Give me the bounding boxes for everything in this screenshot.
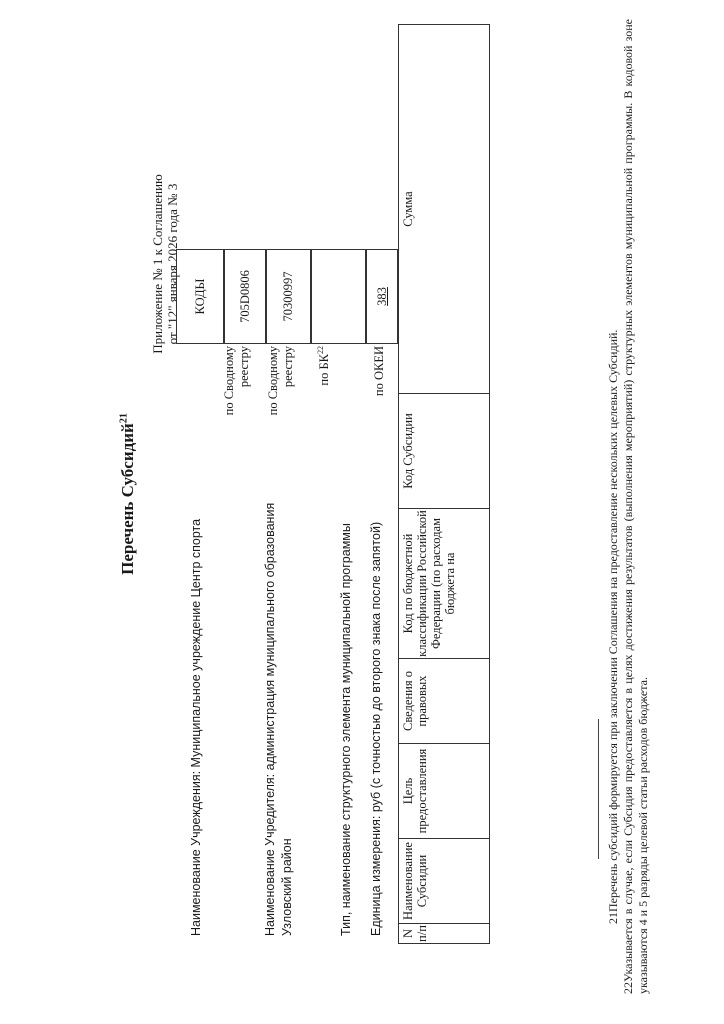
unit-of-measure-field: Единица измерения: руб (с точностью до второго знака после запятой) bbox=[369, 521, 383, 936]
subsidies-table bbox=[398, 24, 490, 944]
footnote-22: 22Указывается в случае, если Субсидия предоставляется в целях достижения результатов (выполнения мероприятий) структурных элементов муниципальной программы. В кодовой зоне указываются 4 и 5 разряды целевой статьи расходов бюджета. bbox=[621, 19, 650, 994]
code-label-registry-1: по Сводному реестру bbox=[222, 346, 251, 416]
column-header-subsidy-name: Наименование Субсидии bbox=[399, 838, 489, 923]
footnote-21: 21Перечень субсидий формируется при заключении Соглашения на предоставление нескольких целевых Субсидий. bbox=[606, 329, 620, 924]
codes-header-text: КОДЫ bbox=[192, 278, 207, 315]
code-label-registry-2: по Сводному реестру bbox=[266, 346, 295, 416]
code-value-registry-1: 705D0806 bbox=[224, 249, 266, 344]
code-value-registry-2: 70300997 bbox=[266, 249, 311, 344]
code-value-okei: 383 bbox=[366, 249, 398, 344]
column-header-amount: Сумма bbox=[401, 191, 415, 227]
codes-header bbox=[176, 249, 224, 344]
column-header-legal-info: Сведения о правовых bbox=[399, 658, 489, 743]
institution-name-field: Наименование Учреждения: Муниципальное учреждение Центр спорта bbox=[189, 518, 203, 936]
title-footnote-mark: 21 bbox=[118, 413, 130, 424]
column-header-number: N п/п bbox=[399, 923, 489, 943]
code-label-okei: по ОКЕИ bbox=[372, 346, 386, 397]
appendix-line-2: от "12" января 2026 года № 3 bbox=[165, 183, 180, 345]
title-text: Перечень Субсидий bbox=[118, 423, 137, 575]
code-value-bk bbox=[311, 249, 366, 344]
appendix-line-1: Приложение № 1 к Соглашению bbox=[150, 174, 165, 354]
column-header-purpose: Цель предоставления bbox=[399, 743, 489, 838]
column-header-subsidy-code: Код Субсидии bbox=[399, 393, 489, 508]
founder-name-field: Наименование Учредителя: администрация муниципального образования Узловский район bbox=[263, 502, 294, 936]
column-header-budget-code: Код по бюджетной классификации Российской Федерации (по расходам бюджета на bbox=[399, 508, 489, 658]
code-label-bk: по БК$^{22}$ bbox=[316, 346, 332, 386]
structural-element-field: Тип, наименование структурного элемента муниципальной программы bbox=[339, 523, 353, 936]
page-title bbox=[118, 384, 138, 604]
footnote-separator bbox=[598, 719, 599, 859]
